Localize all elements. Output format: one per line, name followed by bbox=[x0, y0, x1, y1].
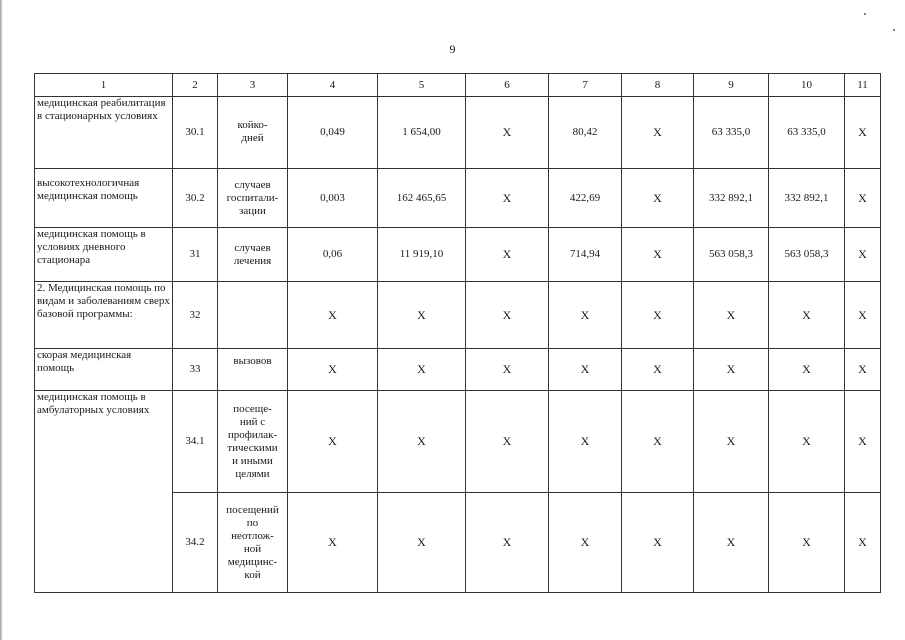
row-value: Х bbox=[845, 493, 881, 593]
row-value: 563 058,3 bbox=[694, 228, 769, 282]
column-header: 6 bbox=[466, 74, 549, 97]
row-code: 30.1 bbox=[173, 97, 218, 169]
row-value: 714,94 bbox=[549, 228, 622, 282]
row-unit bbox=[218, 282, 288, 349]
table-row bbox=[35, 169, 881, 228]
row-value: Х bbox=[466, 228, 549, 282]
row-value: 11 919,10 bbox=[378, 228, 466, 282]
row-unit-cell bbox=[218, 169, 288, 228]
row-value: 422,69 bbox=[549, 169, 622, 228]
row-value: Х bbox=[378, 349, 466, 391]
row-value: Х bbox=[549, 493, 622, 593]
column-header: 2 bbox=[173, 74, 218, 97]
column-header: 8 bbox=[622, 74, 694, 97]
row-unit: вызовов bbox=[233, 355, 272, 367]
row-value: Х bbox=[694, 349, 769, 391]
row-value: 63 335,0 bbox=[694, 97, 769, 169]
row-value: Х bbox=[288, 391, 378, 493]
row-value: 1 654,00 bbox=[378, 97, 466, 169]
row-code: 33 bbox=[173, 349, 218, 391]
tariff-table bbox=[34, 73, 881, 593]
row-value: Х bbox=[845, 349, 881, 391]
column-header: 5 bbox=[378, 74, 466, 97]
row-value: Х bbox=[622, 169, 694, 228]
row-name: скорая медицинская помощь bbox=[35, 349, 173, 391]
row-value: 162 465,65 bbox=[378, 169, 466, 228]
row-unit: случаев госпитали- зации bbox=[226, 178, 279, 217]
column-header: 3 bbox=[218, 74, 288, 97]
row-value: Х bbox=[769, 349, 845, 391]
row-value: Х bbox=[622, 97, 694, 169]
row-value: Х bbox=[466, 282, 549, 349]
scan-speck bbox=[864, 13, 866, 15]
row-value: Х bbox=[466, 391, 549, 493]
row-code: 34.1 bbox=[173, 391, 218, 493]
row-value: Х bbox=[378, 391, 466, 493]
row-value: Х bbox=[466, 169, 549, 228]
table-row bbox=[35, 228, 881, 282]
row-value: Х bbox=[845, 391, 881, 493]
column-header: 7 bbox=[549, 74, 622, 97]
row-value: 563 058,3 bbox=[769, 228, 845, 282]
row-unit: посещений по неотлож- ной медицинс- кой bbox=[226, 503, 279, 581]
row-unit-cell bbox=[218, 228, 288, 282]
row-value: Х bbox=[845, 169, 881, 228]
row-code: 30.2 bbox=[173, 169, 218, 228]
row-value: Х bbox=[694, 282, 769, 349]
row-value: Х bbox=[378, 493, 466, 593]
column-header: 9 bbox=[694, 74, 769, 97]
table-row bbox=[35, 282, 881, 349]
row-unit-cell bbox=[218, 493, 288, 593]
row-unit: случаев лечения bbox=[233, 241, 272, 267]
row-name: высокотехнологичная медицинская помощь bbox=[35, 169, 173, 228]
column-header: 4 bbox=[288, 74, 378, 97]
table-row bbox=[35, 349, 881, 391]
row-value: Х bbox=[622, 228, 694, 282]
row-unit-cell bbox=[218, 97, 288, 169]
row-unit: посеще- ний с профилак- тическими и иными целями bbox=[227, 402, 278, 480]
row-value: 332 892,1 bbox=[769, 169, 845, 228]
row-name: медицинская помощь в условиях дневного стационара bbox=[35, 228, 173, 282]
row-value: 63 335,0 bbox=[769, 97, 845, 169]
row-value: Х bbox=[288, 349, 378, 391]
row-value: Х bbox=[549, 349, 622, 391]
row-value: Х bbox=[845, 228, 881, 282]
row-value: Х bbox=[845, 282, 881, 349]
row-value: 0,049 bbox=[288, 97, 378, 169]
row-code: 31 bbox=[173, 228, 218, 282]
row-value: Х bbox=[845, 97, 881, 169]
row-name: 2. Медицинская помощь по видам и заболеваниям сверх базовой программы: bbox=[35, 282, 173, 349]
column-header: 11 bbox=[845, 74, 881, 97]
row-value: 80,42 bbox=[549, 97, 622, 169]
row-name: медицинская реабилитация в стационарных условиях bbox=[35, 97, 173, 169]
scan-speck bbox=[893, 29, 895, 31]
row-code: 34.2 bbox=[173, 493, 218, 593]
row-value: Х bbox=[694, 391, 769, 493]
row-value: Х bbox=[622, 349, 694, 391]
row-name: медицинская помощь в амбулаторных условиях bbox=[35, 391, 173, 593]
row-value: 332 892,1 bbox=[694, 169, 769, 228]
row-value: Х bbox=[466, 97, 549, 169]
row-value: Х bbox=[622, 493, 694, 593]
row-unit-cell bbox=[218, 349, 288, 391]
row-value: Х bbox=[622, 282, 694, 349]
row-value: 0,003 bbox=[288, 169, 378, 228]
row-value: Х bbox=[694, 493, 769, 593]
table-row bbox=[35, 391, 881, 493]
row-value: Х bbox=[378, 282, 466, 349]
row-value: Х bbox=[549, 391, 622, 493]
row-value: Х bbox=[466, 349, 549, 391]
column-number-row bbox=[35, 74, 881, 97]
row-value: Х bbox=[769, 282, 845, 349]
row-unit: койко- дней bbox=[237, 119, 268, 144]
row-value: 0,06 bbox=[288, 228, 378, 282]
column-header: 1 bbox=[35, 74, 173, 97]
row-code: 32 bbox=[173, 282, 218, 349]
row-value: Х bbox=[466, 493, 549, 593]
page-number: 9 bbox=[449, 42, 456, 56]
scan-shadow-edge bbox=[0, 0, 3, 640]
row-value: Х bbox=[288, 282, 378, 349]
row-unit-cell bbox=[218, 391, 288, 493]
row-value: Х bbox=[288, 493, 378, 593]
row-value: Х bbox=[769, 391, 845, 493]
column-header: 10 bbox=[769, 74, 845, 97]
row-value: Х bbox=[769, 493, 845, 593]
row-value: Х bbox=[549, 282, 622, 349]
table-row bbox=[35, 97, 881, 169]
row-value: Х bbox=[622, 391, 694, 493]
